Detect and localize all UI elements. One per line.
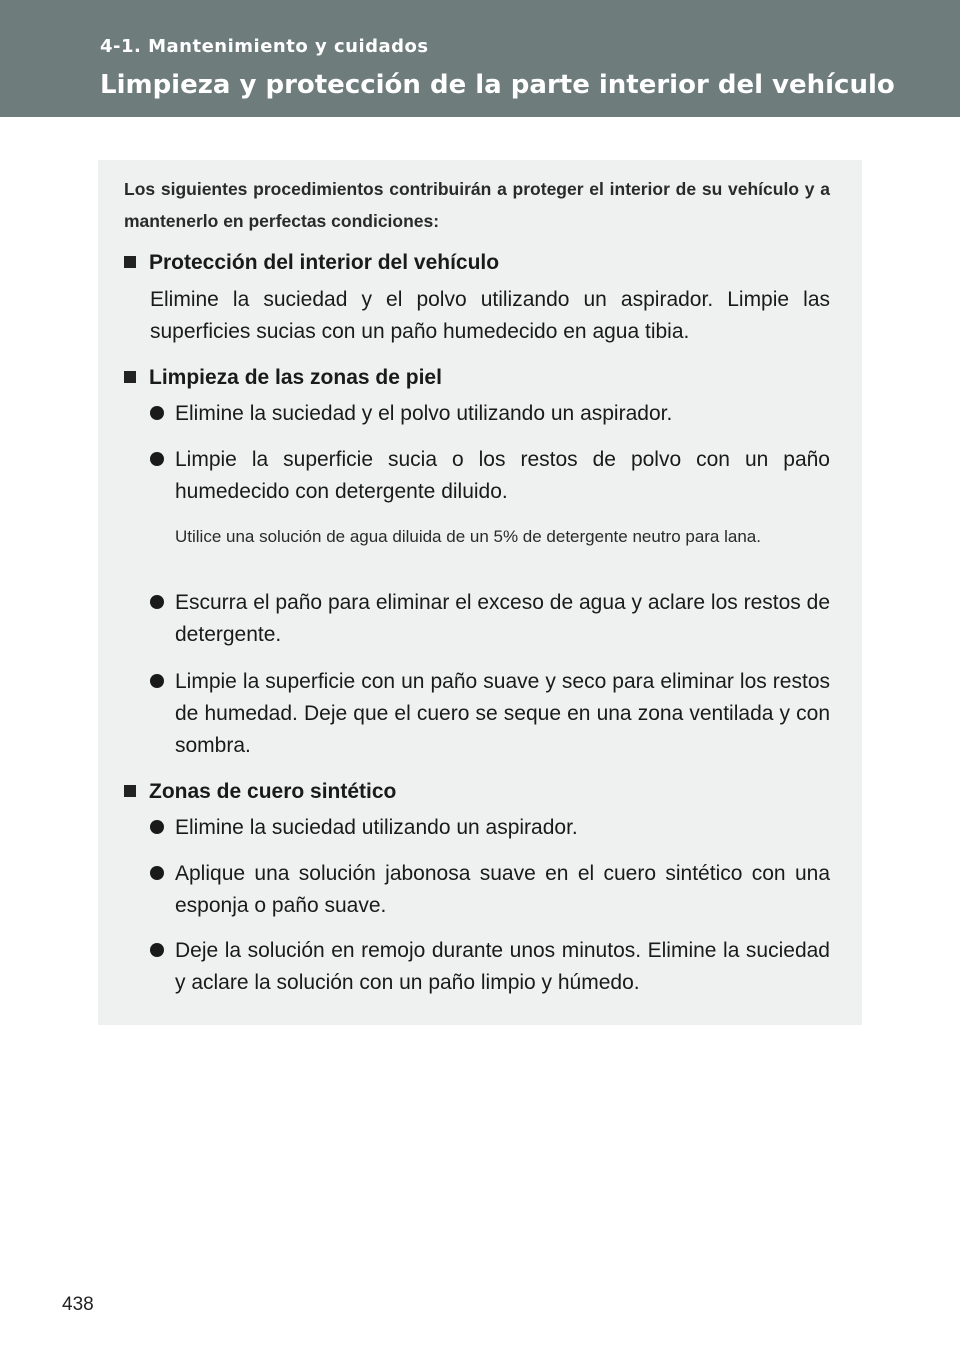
section-heading-text: Limpieza de las zonas de piel bbox=[149, 366, 442, 389]
round-bullet-icon bbox=[150, 866, 164, 880]
page-title: Limpieza y protección de la parte interior del vehículo bbox=[100, 70, 895, 100]
square-bullet-icon bbox=[124, 785, 136, 797]
round-bullet-icon bbox=[150, 674, 164, 688]
list-item bbox=[150, 812, 830, 844]
round-bullet-icon bbox=[150, 820, 164, 834]
list-item bbox=[150, 398, 830, 430]
list-item bbox=[150, 587, 830, 651]
list-item bbox=[150, 444, 830, 508]
section-heading bbox=[124, 779, 830, 805]
section-heading-text: Zonas de cuero sintético bbox=[149, 780, 397, 803]
list-item-text: Deje la solución en remojo durante unos minutos. Elimine la suciedad y aclare la solución con un paño limpio y húmedo. bbox=[175, 939, 830, 994]
section-heading bbox=[124, 365, 830, 391]
intro-text: Los siguientes procedimientos contribuirán a proteger el interior de su vehículo y a mantenerlo en perfectas condiciones: bbox=[124, 179, 830, 231]
list-item bbox=[150, 666, 830, 762]
list-item-text: Limpie la superficie sucia o los restos de polvo con un paño humedecido con detergente diluido. bbox=[175, 448, 830, 503]
round-bullet-icon bbox=[150, 943, 164, 957]
round-bullet-icon bbox=[150, 452, 164, 466]
section-paragraph: Elimine la suciedad y el polvo utilizando un aspirador. Limpie las superficies sucias con un paño humedecido en agua tibia. bbox=[150, 288, 830, 343]
square-bullet-icon bbox=[124, 256, 136, 268]
section-heading bbox=[124, 250, 830, 276]
round-bullet-icon bbox=[150, 595, 164, 609]
list-item-text: Escurra el paño para eliminar el exceso de agua y aclare los restos de detergente. bbox=[175, 591, 830, 646]
round-bullet-icon bbox=[150, 406, 164, 420]
list-item-text: Aplique una solución jabonosa suave en el cuero sintético con una esponja o paño suave. bbox=[175, 862, 830, 917]
list-item-text: Elimine la suciedad y el polvo utilizando un aspirador. bbox=[175, 402, 673, 425]
list-item-text: Limpie la superficie con un paño suave y seco para eliminar los restos de humedad. Deje que el cuero se seque en una zona ventilada y con sombra. bbox=[175, 670, 830, 757]
list-item bbox=[150, 858, 830, 922]
page-number: 438 bbox=[62, 1294, 94, 1315]
page-header bbox=[0, 0, 960, 117]
list-item bbox=[150, 935, 830, 999]
section-heading-text: Protección del interior del vehículo bbox=[149, 251, 500, 274]
list-item-text: Elimine la suciedad utilizando un aspirador. bbox=[175, 816, 578, 839]
square-bullet-icon bbox=[124, 371, 136, 383]
section-label: 4-1. Mantenimiento y cuidados bbox=[100, 36, 429, 57]
note-text: Utilice una solución de agua diluida de un 5% de detergente neutro para lana. bbox=[175, 527, 761, 546]
